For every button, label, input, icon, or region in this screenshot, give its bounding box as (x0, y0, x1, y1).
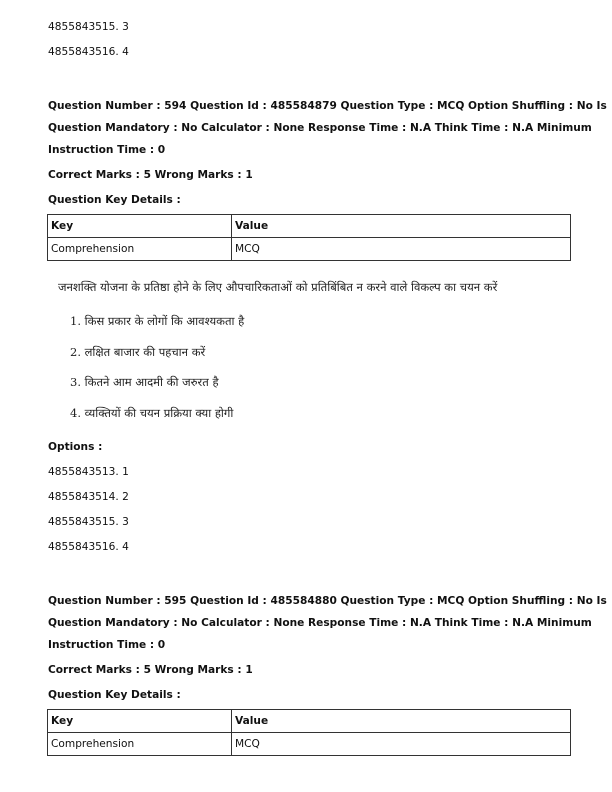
value-cell: MCQ (232, 733, 571, 756)
q594-choice-1: 1. किस प्रकार के लोगों कि आवश्यकता है (70, 314, 245, 328)
option-line: 4855843513. 1 (48, 466, 129, 478)
q594-key-details-label: Question Key Details : (48, 194, 181, 206)
option-line: 4855843516. 4 (48, 541, 129, 553)
q595-header-line1: Question Number : 595 Question Id : 485584880 Question Type : MCQ Option Shuffling : No Is (48, 595, 607, 607)
value-header: Value (232, 710, 571, 733)
q594-choice-4: 4. व्यक्तियों की चयन प्रक्रिया क्या होगी (70, 406, 234, 420)
q594-choice-2: 2. लक्षित बाजार की पहचान करें (70, 345, 206, 359)
value-header: Value (232, 215, 571, 238)
q594-key-table (47, 214, 571, 261)
q594-options-label: Options : (48, 441, 103, 453)
q594-marks: Correct Marks : 5 Wrong Marks : 1 (48, 169, 253, 181)
option-line: 4855843515. 3 (48, 516, 129, 528)
key-header: Key (48, 710, 232, 733)
key-header: Key (48, 215, 232, 238)
option-line: 4855843516. 4 (48, 46, 129, 58)
q594-choice-3: 3. कितने आम आदमी की जरुरत है (70, 375, 219, 389)
key-cell: Comprehension (48, 238, 232, 261)
q594-header-line2: Question Mandatory : No Calculator : None Response Time : N.A Think Time : N.A Minimum (48, 122, 592, 134)
q595-marks: Correct Marks : 5 Wrong Marks : 1 (48, 664, 253, 676)
q595-header-line3: Instruction Time : 0 (48, 639, 166, 651)
q594-question-text: जनशक्ति योजना के प्रतिष्ठा होने के लिए औपचारिकताओं को प्रतिबिंबित न करने वाले विकल्प का चयन करें (58, 280, 498, 294)
q594-header-line1: Question Number : 594 Question Id : 485584879 Question Type : MCQ Option Shuffling : No Is (48, 100, 607, 112)
q595-key-details-label: Question Key Details : (48, 689, 181, 701)
q595-header-line2: Question Mandatory : No Calculator : None Response Time : N.A Think Time : N.A Minimum (48, 617, 592, 629)
option-line: 4855843514. 2 (48, 491, 129, 503)
key-cell: Comprehension (48, 733, 232, 756)
q595-key-table (47, 709, 571, 756)
value-cell: MCQ (232, 238, 571, 261)
option-line: 4855843515. 3 (48, 21, 129, 33)
q594-header-line3: Instruction Time : 0 (48, 144, 166, 156)
